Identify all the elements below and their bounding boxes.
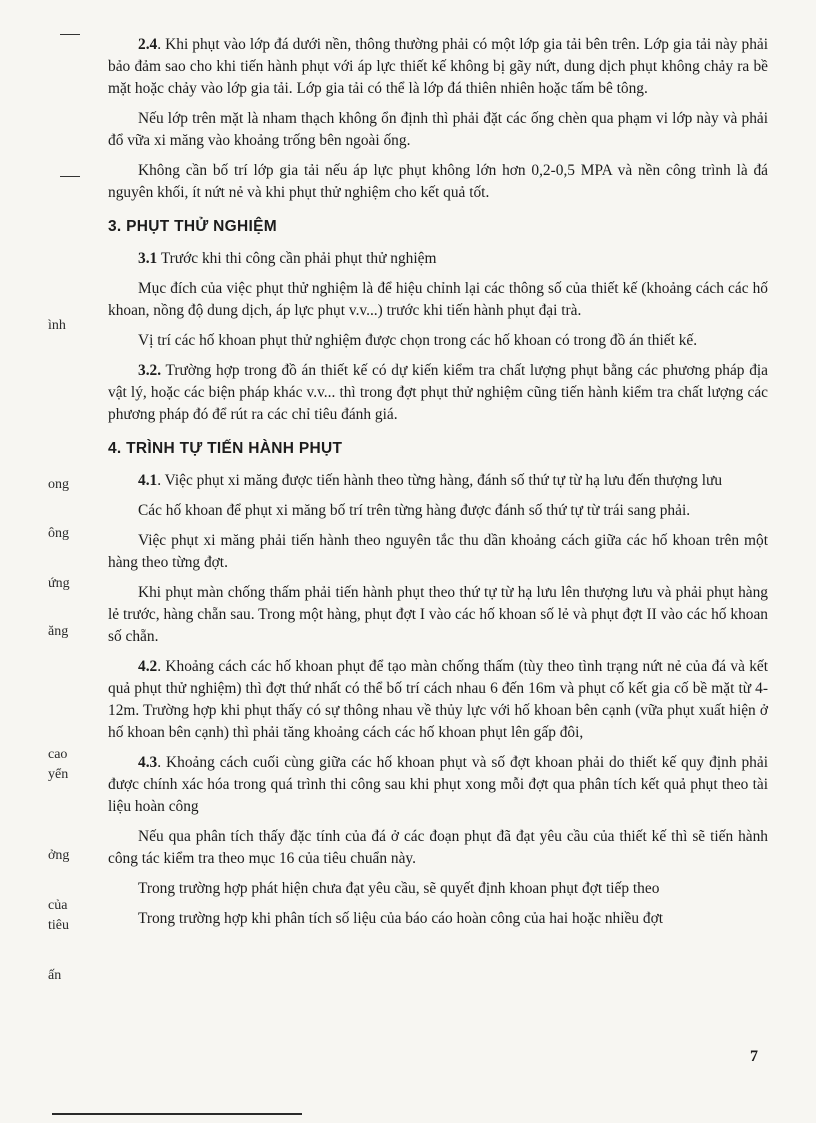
- margin-fragment: ởng: [48, 848, 70, 863]
- clause-number: 3.2.: [138, 362, 162, 379]
- margin-fragment: ình: [48, 318, 66, 333]
- bottom-rule: [52, 1113, 302, 1115]
- paragraph: Vị trí các hố khoan phụt thử nghiệm được chọn trong các hố khoan có trong đồ án thiết kế.: [138, 332, 698, 349]
- paragraph: Việc phụt xi măng phải tiến hành theo nguyên tắc thu dần khoảng cách giữa các hố khoan trên một hàng theo từng đợt.: [108, 532, 768, 571]
- margin-fragment: ong: [48, 477, 69, 492]
- clause-number: 2.4: [138, 36, 158, 53]
- clause-number: 4.3: [138, 754, 158, 771]
- paragraph-text: . Việc phụt xi măng được tiến hành theo từng hàng, đánh số thứ tự từ hạ lưu đến thượng lưu: [157, 472, 723, 489]
- page-number: 7: [750, 1048, 758, 1065]
- section-heading-3: 3. PHỤT THỬ NGHIỆM: [108, 218, 277, 235]
- paragraph-2-4: [108, 34, 768, 100]
- main-text: [108, 34, 768, 938]
- margin-fragment: ứng: [48, 576, 70, 591]
- margin-fragment: ấn: [48, 968, 62, 983]
- margin-fragment: tiêu: [48, 918, 69, 933]
- gutter-rule: [60, 34, 80, 35]
- paragraph-text: . Khi phụt vào lớp đá dưới nền, thông thường phải có một lớp gia tải bên trên. Lớp gia tải này phải bảo đảm sao cho khi tiến hành phụt với áp lực thiết kế không bị gãy nứt, dung dịch phụt không chảy ra bề mặt hoặc chảy vào lớp gia tải. Lớp gia tải có thể là lớp đá thiên nhiên hoặc tấm bê tông.: [108, 36, 768, 97]
- clause-number: 4.1: [138, 472, 158, 489]
- paragraph: Các hố khoan để phụt xi măng bố trí trên từng hàng được đánh số thứ tự từ trái sang phải.: [138, 502, 691, 519]
- paragraph: Nếu lớp trên mặt là nham thạch không ổn định thì phải đặt các ống chèn qua phạm vi lớp này và phải đổ vữa xi măng vào khoảng trống bên ngoài ống.: [108, 110, 768, 149]
- paragraph-text: Trước khi thi công cần phải phụt thử nghiệm: [157, 250, 437, 267]
- paragraph: Không cần bố trí lớp gia tải nếu áp lực phụt không lớn hơn 0,2-0,5 MPA và nền công trình là đá nguyên khối, ít nứt nẻ và khi phụt thử nghiệm cho kết quả tốt.: [108, 162, 768, 201]
- paragraph: Nếu qua phân tích thấy đặc tính của đá ở các đoạn phụt đã đạt yêu cầu của thiết kế thì sẽ tiến hành công tác kiểm tra theo mục 16 của tiêu chuẩn này.: [108, 828, 768, 867]
- margin-fragment: ông: [48, 526, 69, 541]
- paragraph-3-1: [108, 248, 768, 270]
- paragraph-3-2: [108, 360, 768, 426]
- margin-fragment: cao: [48, 747, 68, 762]
- paragraph-4-2: [108, 656, 768, 744]
- margin-fragment: ăng: [48, 624, 69, 639]
- margin-fragment: của: [48, 898, 68, 913]
- paragraph-text: . Khoảng cách các hố khoan phụt để tạo màn chống thấm (tùy theo tình trạng nứt nẻ của đá và kết quả phụt thử nghiệm) thì đợt thứ nhất có thể bố trí cách nhau 6 đến 16m và phụt cố kết gia cố bề mặt từ 4-12m. Trường hợp khi phụt thấy có sự thông nhau về thủy lực với hố khoan bên cạnh (vữa phụt xuất hiện ở hố khoan bên cạnh) thì phải tăng khoảng cách các hố khoan phụt lên gấp đôi,: [108, 658, 768, 741]
- clause-number: 3.1: [138, 250, 158, 267]
- paragraph: Trong trường hợp khi phân tích số liệu của báo cáo hoàn công của hai hoặc nhiều đợt: [138, 910, 663, 927]
- paragraph: Mục đích của việc phụt thử nghiệm là để hiệu chỉnh lại các thông số của thiết kế (khoảng cách các hố khoan, nồng độ dung dịch, áp lực phụt v.v...) trước khi tiến hành phụt đại trà.: [108, 280, 768, 319]
- paragraph-text: . Khoảng cách cuối cùng giữa các hố khoan phụt và số đợt khoan phải do thiết kế quy định phải được chính xác hóa trong quá trình thi công sau khi phụt xong mỗi đợt qua phân tích kết quả phụt theo tài liệu hoàn công: [108, 754, 768, 815]
- gutter-rule: [60, 176, 80, 177]
- section-heading-4: 4. TRÌNH TỰ TIẾN HÀNH PHỤT: [108, 440, 343, 457]
- paragraph-text: Trường hợp trong đồ án thiết kế có dự kiến kiểm tra chất lượng phụt bằng các phương pháp địa vật lý, hoặc các biện pháp khác v.v... thì trong đợt phụt thử nghiệm cũng tiến hành kiểm tra chất lượng các phương pháp đó để rút ra các chỉ tiêu đánh giá.: [108, 362, 768, 423]
- paragraph: Trong trường hợp phát hiện chưa đạt yêu cầu, sẽ quyết định khoan phụt đợt tiếp theo: [138, 880, 660, 897]
- margin-fragment: yển: [48, 767, 69, 782]
- paragraph-4-3: [108, 752, 768, 818]
- paragraph: Khi phụt màn chống thấm phải tiến hành phụt theo thứ tự từ hạ lưu lên thượng lưu và phải phụt hàng lẻ trước, hàng chẵn sau. Trong một hàng, phụt đợt I vào các hố khoan số lẻ và phụt đợt II vào các hố khoan số chẵn.: [108, 584, 768, 645]
- clause-number: 4.2: [138, 658, 158, 675]
- paragraph-4-1: [108, 470, 768, 492]
